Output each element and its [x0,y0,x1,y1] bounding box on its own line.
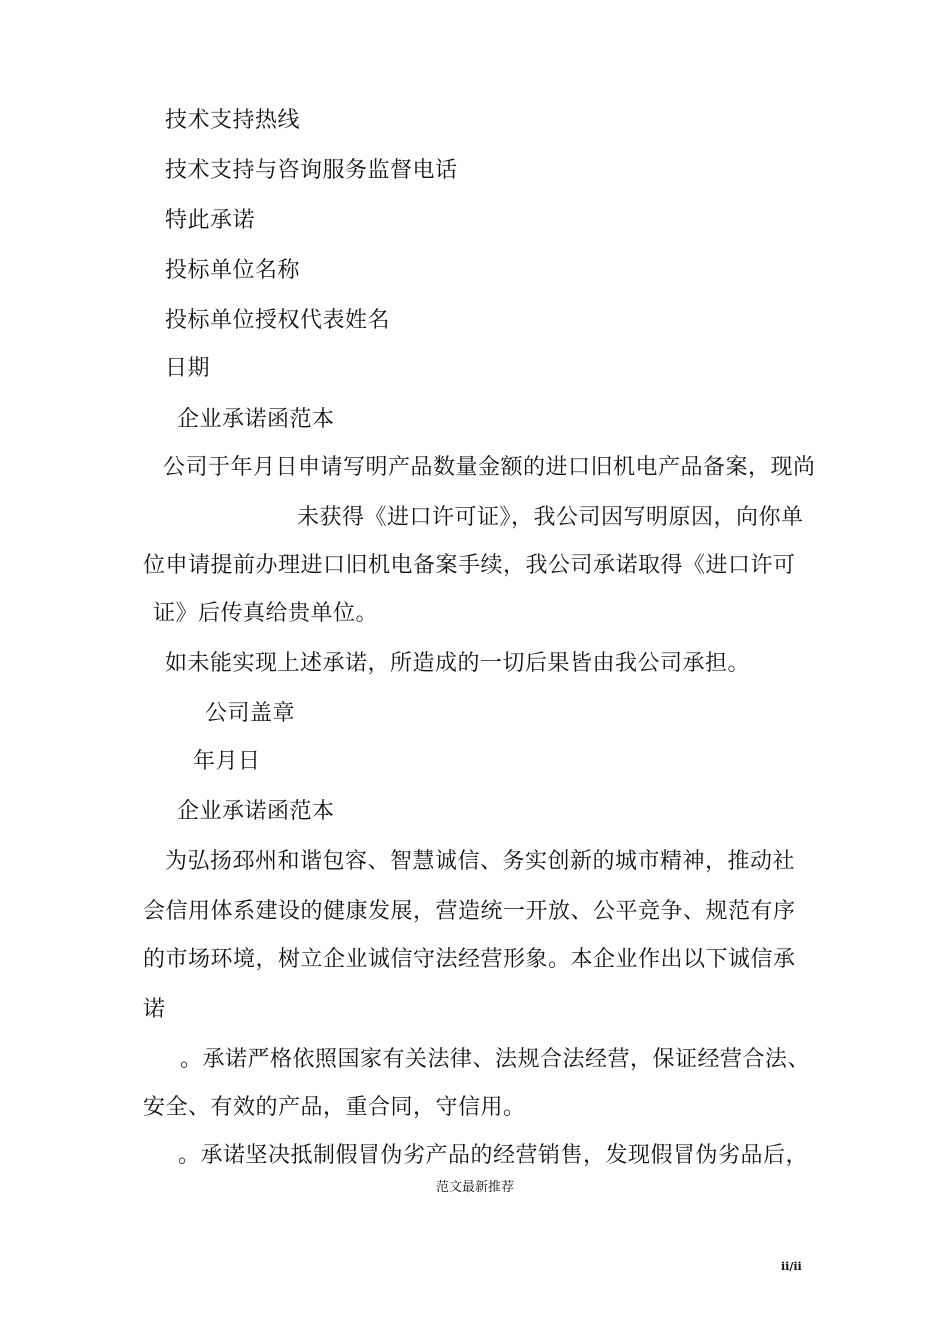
paragraph-3-line-2: 会信用体系建设的健康发展，营造统一开放、公平竞争、规范有序 [143,899,796,924]
paragraph-1-line-4: 证》后传真给贵单位。 [153,601,379,626]
paragraph-3-line-1: 为弘扬邳州和谐包容、智慧诚信、务实创新的城市精神，推动社 [165,849,796,874]
paragraph-2-line-1: 如未能实现上述承诺，所造成的一切后果皆由我公司承担。 [165,651,751,676]
paragraph-1-line-3: 位申请提前办理进口旧机电备案手续，我公司承诺取得《进口许可 [143,553,796,578]
page-footer: 范文最新推荐 [436,1180,515,1195]
paragraph-3-line-4: 诺 [143,997,166,1022]
paragraph-1-line-2: 未获得《进口许可证》，我公司因写明原因，向你单 [297,505,804,530]
text-line-company-seal: 公司盖章 [205,701,296,726]
text-line-year-month-day: 年月日 [193,749,261,774]
page-number: ii/ii [781,1260,802,1273]
text-line-hotline: 技术支持热线 [165,108,301,133]
text-line-bidder-representative: 投标单位授权代表姓名 [165,308,391,333]
paragraph-4-line-2: 安全、有效的产品，重合同，守信用。 [143,1095,526,1120]
paragraph-5-line-1: 。承诺坚决抵制假冒伪劣产品的经营销售，发现假冒伪劣品后， [178,1143,809,1168]
section-heading-1: 企业承诺函范本 [177,407,335,432]
text-line-supervision-phone: 技术支持与咨询服务监督电话 [165,158,458,183]
text-line-date: 日期 [165,356,211,381]
paragraph-1-line-1: 公司于年月日申请写明产品数量金额的进口旧机电产品备案，现尚 [163,455,816,480]
paragraph-4-line-1: 。承诺严格依照国家有关法律、法规合法经营，保证经营合法、 [180,1047,811,1072]
paragraph-3-line-3: 的市场环境，树立企业诚信守法经营形象。本企业作出以下诚信承 [143,947,796,972]
section-heading-2: 企业承诺函范本 [177,799,335,824]
text-line-bidder-name: 投标单位名称 [165,258,301,283]
text-line-hereby-promise: 特此承诺 [165,208,256,233]
